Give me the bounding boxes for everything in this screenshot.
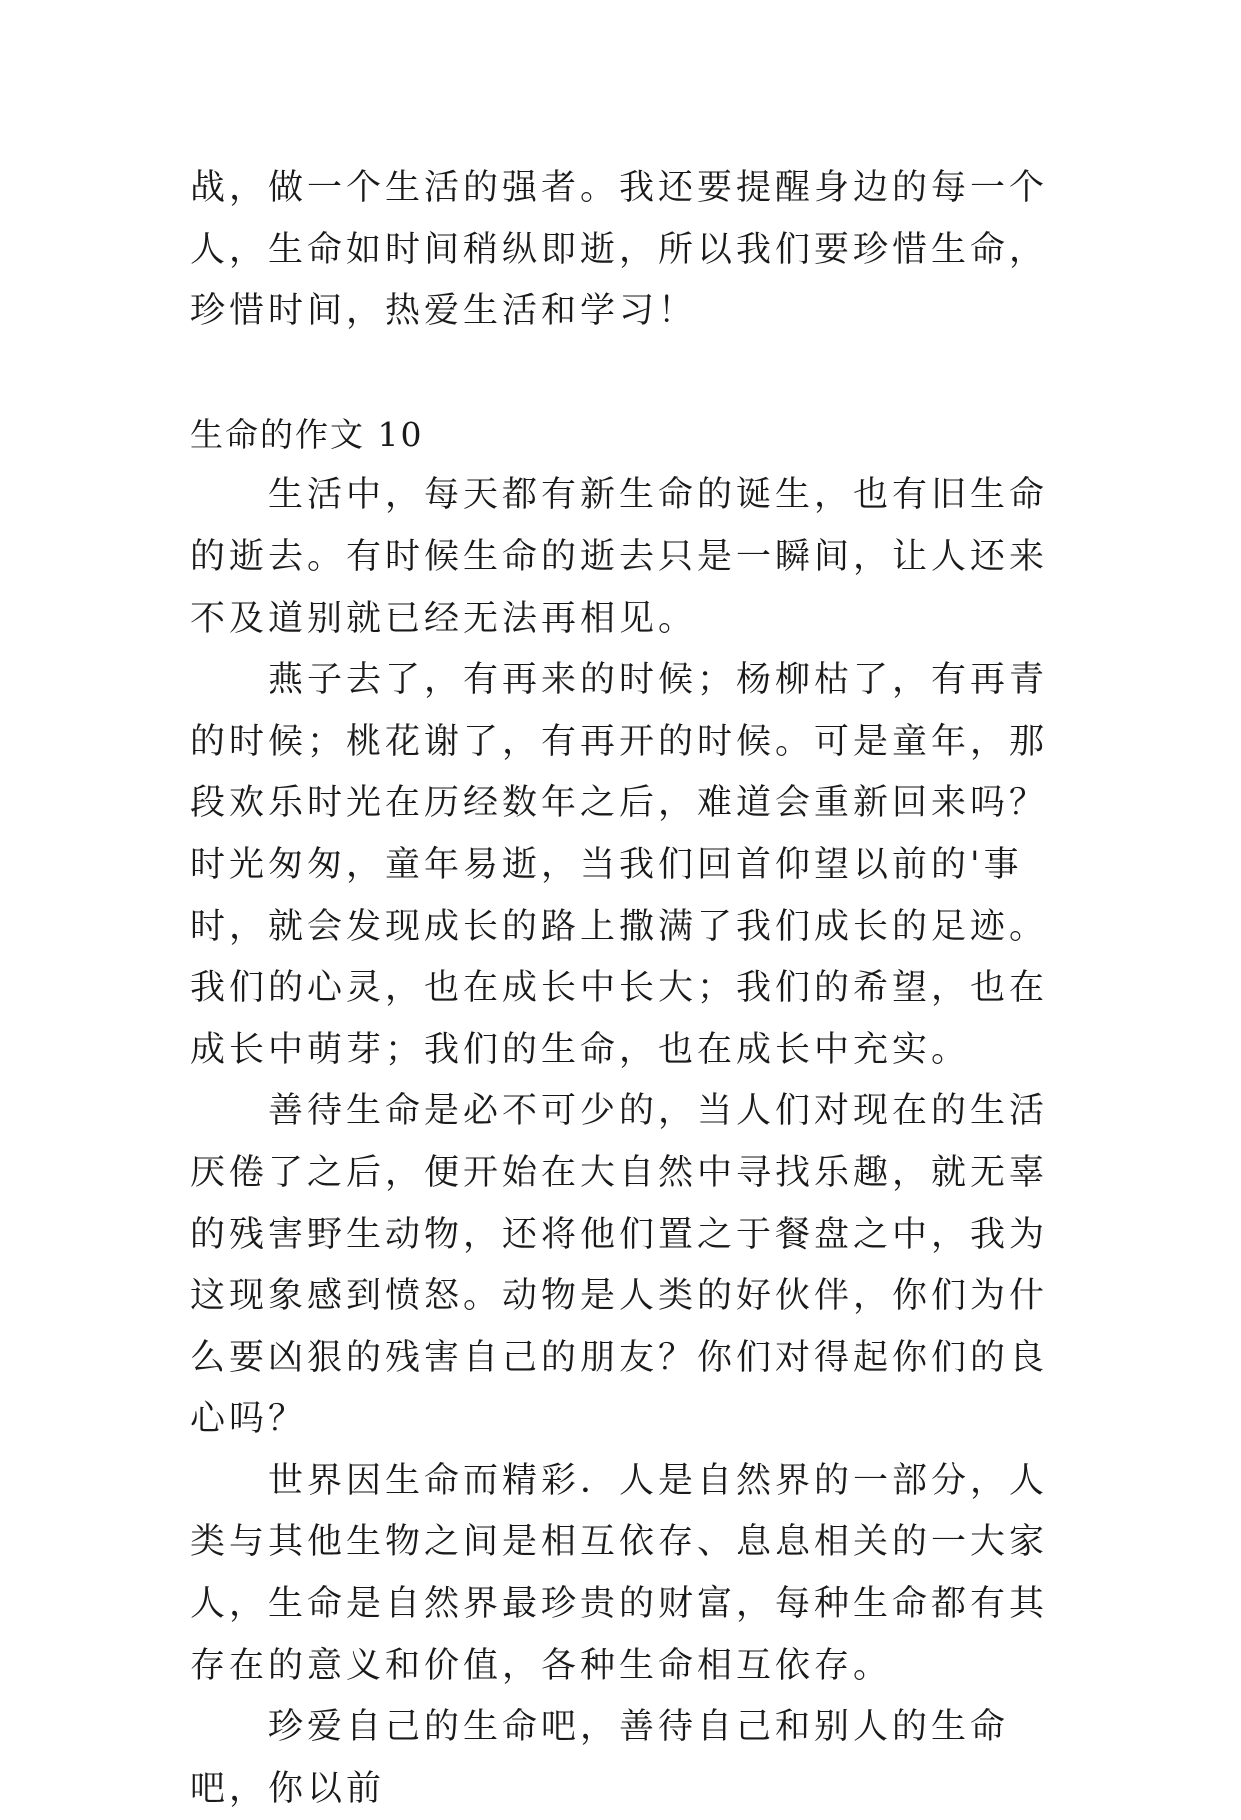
document-body: [190, 158, 1050, 1820]
section-title: 生命的作文 10: [190, 414, 424, 454]
previous-page-fragment: 战，做一个生活的强者。我还要提醒身边的每一个人，生命如时间稍纵即逝，所以我们要珍惜生命，珍惜时间，热爱生活和学习！: [190, 168, 1049, 332]
paragraph: 善待生命是必不可少的，当人们对现在的生活厌倦了之后，便开始在大自然中寻找乐趣，就无辜的残害野生动物，还将他们置之于餐盘之中，我为这现象感到愤怒。动物是人类的好伙伴，你们为什么要凶狠的残害自己的朋友？你们对得起你们的良心吗？: [190, 1091, 1049, 1440]
paragraph: 珍爱自己的生命吧，善待自己和别人的生命吧，你以前: [190, 1707, 1010, 1809]
paragraph: 世界因生命而精彩．人是自然界的一部分，人类与其他生物之间是相互依存、息息相关的一大家人，生命是自然界最珍贵的财富，每种生命都有其存在的意义和价值，各种生命相互依存。: [190, 1460, 1049, 1686]
paragraph: 生活中，每天都有新生命的诞生，也有旧生命的逝去。有时候生命的逝去只是一瞬间，让人还来不及道别就已经无法再相见。: [190, 475, 1049, 639]
section-spacer: [190, 343, 1050, 404]
paragraph: 燕子去了，有再来的时候；杨柳枯了，有再青的时候；桃花谢了，有再开的时候。可是童年，那段欢乐时光在历经数年之后，难道会重新回来吗？时光匆匆，童年易逝，当我们回首仰望以前的'事时，就会发现成长的路上撒满了我们成长的足迹。我们的心灵，也在成长中长大；我们的希望，也在成长中萌芽；我们的生命，也在成长中充实。: [190, 660, 1049, 1070]
